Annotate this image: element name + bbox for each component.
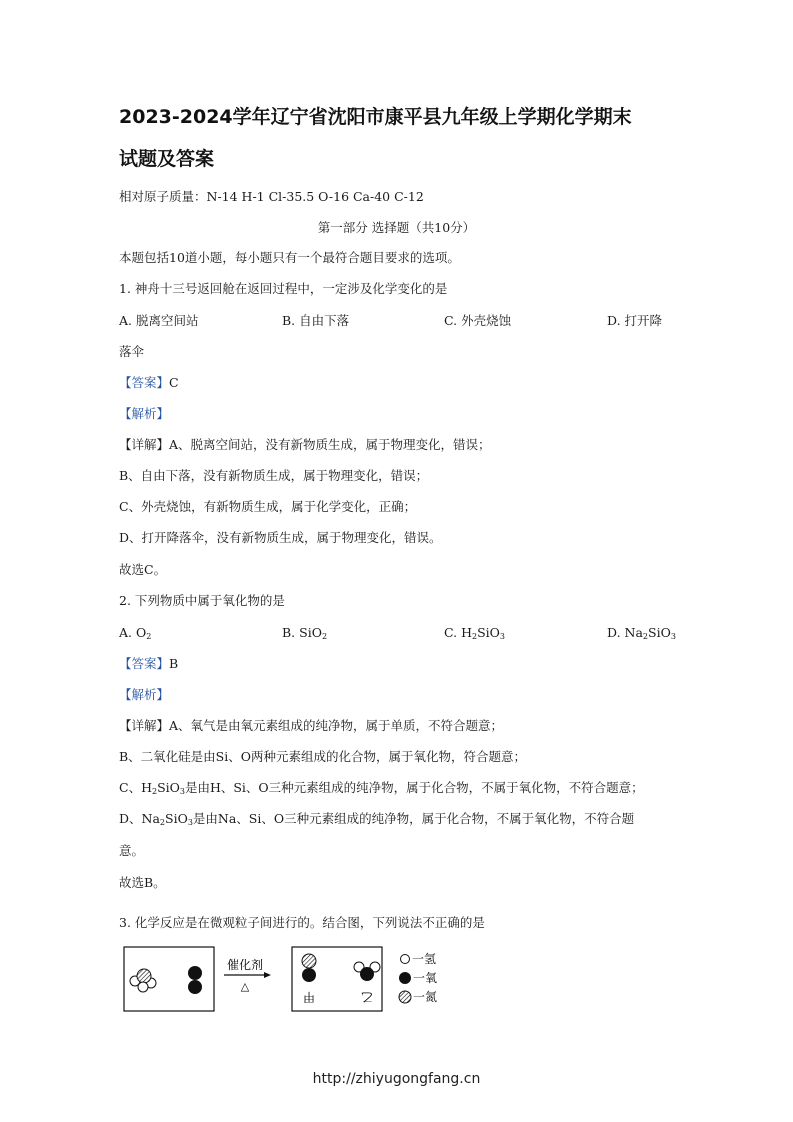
detail-text: D、Na [119, 811, 160, 826]
detail-text: SiO [157, 780, 180, 795]
heat-label: △ [240, 980, 250, 993]
formula-part: H [461, 625, 472, 640]
formula-subscript: 3 [187, 818, 193, 827]
q1-detail-d: D、打开降落伞，没有新物质生成，属于物理变化，错误。 [119, 530, 442, 545]
q1-option-c: C. 外壳烧蚀 [444, 313, 512, 328]
part-heading: 第一部分 选择题（共10分） [317, 220, 476, 235]
q3-stem: 3. 化学反应是在微观粒子间进行的。结合图，下列说法不正确的是 [119, 915, 485, 930]
detail-text: 是由Na、Si、O三种元素组成的纯净物，属于化合物，不属于氧化物，不符合题 [192, 811, 635, 826]
legend-label: 一氮 [413, 990, 438, 1004]
q2-answer [119, 656, 178, 672]
q1-analysis-label: 【解析】 [119, 406, 170, 421]
q1-detail-b: B、自由下落，没有新物质生成，属于物理变化，错误； [119, 468, 429, 483]
atomic-masses: 相对原子质量：N-14 H-1 Cl-35.5 O-16 Ca-40 C-12 [119, 189, 424, 204]
q1-option-b: B. 自由下落 [282, 313, 350, 328]
detail-text: C、H [119, 780, 152, 795]
legend-label: 一氢 [412, 952, 437, 966]
reaction-diagram [119, 942, 449, 1016]
q2-option-b [282, 625, 327, 641]
option-prefix: C. [444, 625, 462, 640]
answer-value: C [169, 375, 179, 390]
q1-detail-a [119, 437, 491, 453]
answer-value: B [169, 656, 179, 671]
formula-subscript: 2 [146, 632, 152, 641]
option-prefix: A. [119, 625, 136, 640]
q1-option-d-wrap: 落伞 [119, 344, 145, 359]
q2-option-d [607, 625, 676, 641]
option-prefix: B. [282, 625, 300, 640]
formula-part: SiO [477, 625, 500, 640]
q2-analysis-label: 【解析】 [119, 687, 170, 702]
q2-detail-a [119, 718, 503, 734]
product-yi-molecule [354, 962, 380, 981]
q2-option-c [444, 625, 505, 641]
detail-text: A、脱离空间站，没有新物质生成，属于物理变化，错误； [169, 437, 491, 452]
q2-stem: 2. 下列物质中属于氧化物的是 [119, 593, 285, 608]
detail-label: 【详解】 [119, 718, 170, 733]
formula-subscript: 3 [499, 632, 505, 641]
q1-stem: 1. 神舟十三号返回舱在返回过程中，一定涉及化学变化的是 [119, 281, 448, 296]
legend-hydrogen [401, 952, 437, 966]
q1-answer [119, 375, 179, 391]
q2-detail-d [119, 811, 634, 827]
instructions: 本题包括10道小题，每小题只有一个最符合题目要求的选项。 [119, 250, 460, 265]
legend-oxygen [399, 971, 437, 985]
formula-part: O [135, 625, 147, 640]
formula-subscript: 2 [159, 818, 166, 827]
q1-conclusion: 故选C。 [119, 562, 167, 577]
q2-detail-d-wrap: 意。 [119, 843, 145, 858]
formula-part: SiO [648, 625, 671, 640]
product-jia-label: 甲 [302, 990, 316, 1004]
detail-text: 是由H、Si、O三种元素组成的纯净物，属于化合物，不属于氧化物，不符合题意； [184, 780, 644, 795]
formula-subscript: 2 [151, 787, 158, 796]
legend-label: 一氧 [413, 971, 438, 985]
nitric-oxide-molecule [130, 969, 156, 992]
formula-subscript: 3 [670, 632, 676, 641]
detail-text: A、氧气是由氧元素组成的纯净物，属于单质，不符合题意； [169, 718, 504, 733]
product-jia-molecule [302, 954, 316, 982]
q2-conclusion: 故选B。 [119, 875, 166, 890]
arrow-head-icon [264, 972, 271, 978]
q2-detail-c [119, 780, 644, 796]
catalyst-label: 催化剂 [226, 958, 264, 972]
formula-part: SiO [299, 625, 322, 640]
formula-subscript: 2 [642, 632, 649, 641]
oxygen-molecule [188, 966, 202, 994]
q2-option-a [119, 625, 151, 641]
q1-option-a: A. 脱离空间站 [119, 313, 199, 328]
q1-option-d: D. 打开降 [607, 313, 663, 328]
q1-detail-c: C、外壳烧蚀，有新物质生成，属于化学变化，正确； [119, 499, 417, 514]
formula-subscript: 3 [179, 787, 185, 796]
document-title-line2: 试题及答案 [119, 148, 215, 170]
formula-subscript: 2 [321, 632, 328, 641]
detail-text: SiO [165, 811, 188, 826]
option-prefix: D. [607, 625, 625, 640]
legend-nitrogen [399, 990, 437, 1004]
product-yi-label: 乙 [360, 990, 374, 1004]
detail-label: 【详解】 [119, 437, 170, 452]
document-title-line1: 2023-2024学年辽宁省沈阳市康平县九年级上学期化学期末 [119, 106, 632, 128]
q2-detail-b: B、二氧化硅是由Si、O两种元素组成的化合物，属于氧化物，符合题意； [119, 749, 526, 764]
answer-label: 【答案】 [119, 656, 170, 671]
footer-url[interactable]: http://zhiyugongfang.cn [312, 1071, 481, 1087]
formula-subscript: 2 [471, 632, 478, 641]
formula-part: Na [624, 625, 643, 640]
answer-label: 【答案】 [119, 375, 170, 390]
